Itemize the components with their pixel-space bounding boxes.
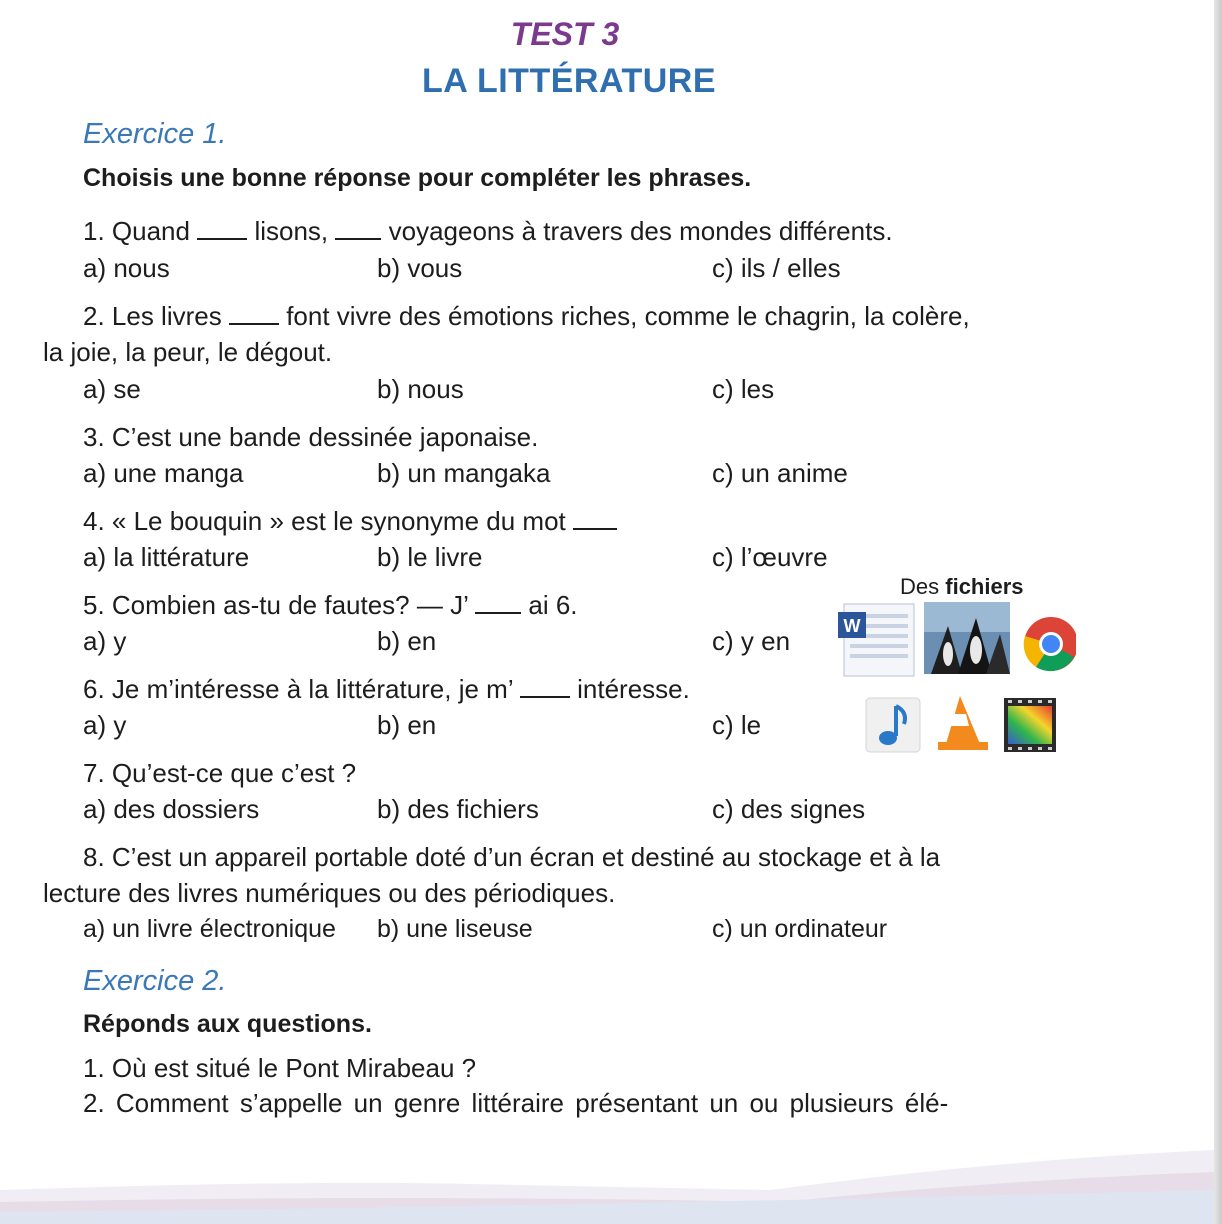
question-2-part-b: font vivre des émotions riches, comme le chagrin, la colère, [286, 301, 970, 331]
video-film-icon [1004, 698, 1056, 752]
exercise1-instruction: Choisis une bonne réponse pour compléter les phrases. [83, 164, 752, 192]
question-1-part-b: lisons, [254, 216, 329, 246]
exercise2-question-1: 1. Où est situé le Pont Mirabeau ? [83, 1053, 477, 1083]
question-5-part-b: ai 6. [528, 590, 578, 620]
caption-bold: fichiers [945, 574, 1024, 599]
option-c: c) les [712, 374, 775, 404]
blank [520, 695, 570, 698]
music-note-icon [866, 698, 920, 752]
blank [197, 237, 247, 240]
option-b: b) en [377, 710, 437, 740]
option-c: c) y en [712, 626, 791, 656]
option-c: c) un anime [712, 458, 848, 488]
option-a: a) nous [83, 253, 170, 283]
option-c: c) l’œuvre [712, 542, 828, 572]
question-2 [83, 301, 970, 332]
question-6-part-a: 6. Je m’intéresse à la littérature, je m’ [83, 674, 513, 704]
question-5-part-a: 5. Combien as-tu de fautes? — J’ [83, 590, 468, 620]
blank [229, 322, 279, 325]
option-a: a) y [83, 710, 127, 740]
option-b: b) une liseuse [377, 915, 533, 943]
question-3: 3. C’est une bande dessinée japonaise. [83, 422, 539, 452]
exercise2-instruction: Réponds aux questions. [83, 1010, 372, 1038]
option-c: c) ils / elles [712, 253, 841, 283]
question-1-part-a: 1. Quand [83, 216, 190, 246]
option-b: b) un mangaka [377, 458, 551, 488]
blank [573, 527, 617, 530]
blank [335, 237, 381, 240]
option-a: a) y [83, 626, 127, 656]
question-5 [83, 590, 578, 621]
penguins-image-icon [924, 602, 1010, 674]
option-b: b) vous [377, 253, 463, 283]
option-c: c) des signes [712, 794, 866, 824]
option-b: b) en [377, 626, 437, 656]
question-4-text: 4. « Le bouquin » est le synonyme du mot [83, 506, 566, 536]
option-b: b) nous [377, 374, 464, 404]
option-a: a) un livre électronique [83, 915, 336, 943]
question-7: 7. Qu’est-ce que c’est ? [83, 758, 357, 788]
option-a: a) des dossiers [83, 794, 260, 824]
question-6 [83, 674, 690, 705]
option-c: c) un ordinateur [712, 915, 888, 943]
files-figure [836, 574, 1076, 764]
exercise2-title: Exercice 2. [83, 965, 227, 997]
chrome-icon [1024, 617, 1076, 671]
option-a: a) se [83, 374, 141, 404]
word-document-icon [838, 604, 914, 676]
exercise2-question-2: 2. Comment s’appelle un genre littéraire présentant un ou plusieurs élé- [83, 1088, 949, 1118]
question-1 [83, 216, 893, 247]
question-1-part-c: voyageons à travers des mondes différents. [388, 216, 893, 246]
option-b: b) le livre [377, 542, 483, 572]
option-a: a) la littérature [83, 542, 250, 572]
svg-text:W: W [843, 616, 861, 636]
files-icons [836, 574, 1076, 764]
question-2-continuation: la joie, la peur, le dégout. [43, 337, 333, 367]
page-edge [1214, 0, 1222, 1224]
question-6-part-b: intéresse. [577, 674, 690, 704]
option-b: b) des fichiers [377, 794, 539, 824]
question-4 [83, 506, 617, 537]
vlc-cone-icon [938, 696, 988, 750]
page-title: LA LITTÉRATURE [421, 62, 717, 100]
blank [475, 611, 521, 614]
option-a: a) une manga [83, 458, 244, 488]
option-c: c) le [712, 710, 762, 740]
question-8: 8. C’est un appareil portable doté d’un écran et destiné au stockage et à la [83, 842, 941, 872]
question-8-continuation: lecture des livres numériques ou des périodiques. [43, 878, 616, 908]
exercise1-title: Exercice 1. [83, 118, 227, 150]
caption-prefix: Des [900, 574, 940, 599]
test-number: TEST 3 [510, 16, 620, 52]
page-bottom-decoration [0, 1150, 1214, 1224]
question-2-part-a: 2. Les livres [83, 301, 222, 331]
